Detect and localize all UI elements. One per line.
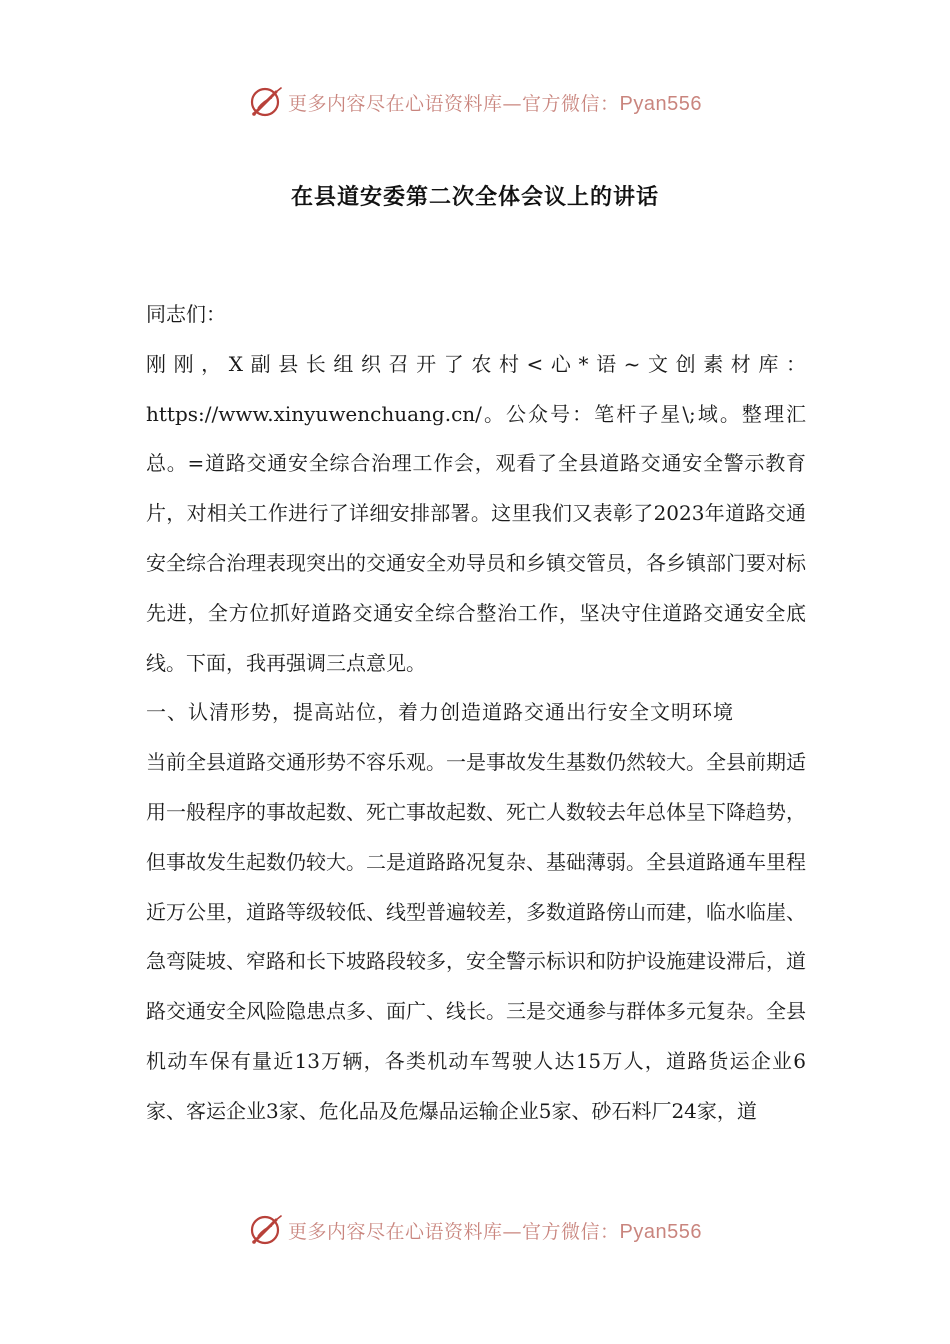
watermark-slogan: 更多内容尽在心语资料库—官方微信： bbox=[288, 92, 620, 115]
document-title: 在县道安委第二次全体会议上的讲话 bbox=[290, 185, 659, 210]
pen-logo-icon bbox=[248, 84, 284, 120]
paragraph-intro: 刚刚，X副县长组织召开了农村<心*语~文创素材库：https://www.xinyuwenchuang.cn/。公众号：笔杆子星\;域。整理汇总。=道路交通安全综合治理工作会，观看了全县道路交通安全警示教育片，对相关工作进行了详细安排部署。这里我们又表彰了2023年道路交通安全综合治理表现突出的交通安全劝导员和乡镇交管员，各乡镇部门要对标先进，全方位抓好道路交通安全综合整治工作，坚决守住道路交通安全底线。下面，我再强调三点意见。 bbox=[146, 351, 806, 675]
paragraph-situation: 当前全县道路交通形势不容乐观。一是事故发生基数仍然较大。全县前期适用一般程序的事故起数、死亡事故起数、死亡人数较去年总体呈下降趋势，但事故发生起数仍较大。二是道路路况复杂、基础薄弱。全县道路通车里程近万公里，道路等级较低、线型普遍较差，多数道路傍山而建，临水临崖、急弯陡坡、窄路和长下坡路段较多，安全警示标识和防护设施建设滞后，道路交通安全风险隐患点多、面广、线长。三是交通参与群体多元复杂。全县机动车保有量近13万辆，各类机动车驾驶人达15万人，道路货运企业6家、客运企业3家、危化品及危爆品运输企业5家、砂石料厂24家，道 bbox=[146, 750, 806, 1123]
watermark-text bbox=[288, 89, 702, 116]
section-heading-1: 一、认清形势，提高站位，着力创造道路交通出行安全文明环境 bbox=[146, 700, 734, 725]
watermark-wechat-id: Pyan556 bbox=[619, 1220, 702, 1243]
watermark-slogan: 更多内容尽在心语资料库—官方微信： bbox=[288, 1220, 620, 1243]
watermark-banner-bottom bbox=[0, 1210, 950, 1250]
document-body bbox=[146, 290, 806, 1137]
watermark-text bbox=[288, 1217, 702, 1244]
watermark-banner-top bbox=[0, 82, 950, 122]
pen-logo-icon bbox=[248, 1212, 284, 1248]
salutation: 同志们： bbox=[146, 302, 226, 326]
watermark-wechat-id: Pyan556 bbox=[619, 92, 702, 115]
